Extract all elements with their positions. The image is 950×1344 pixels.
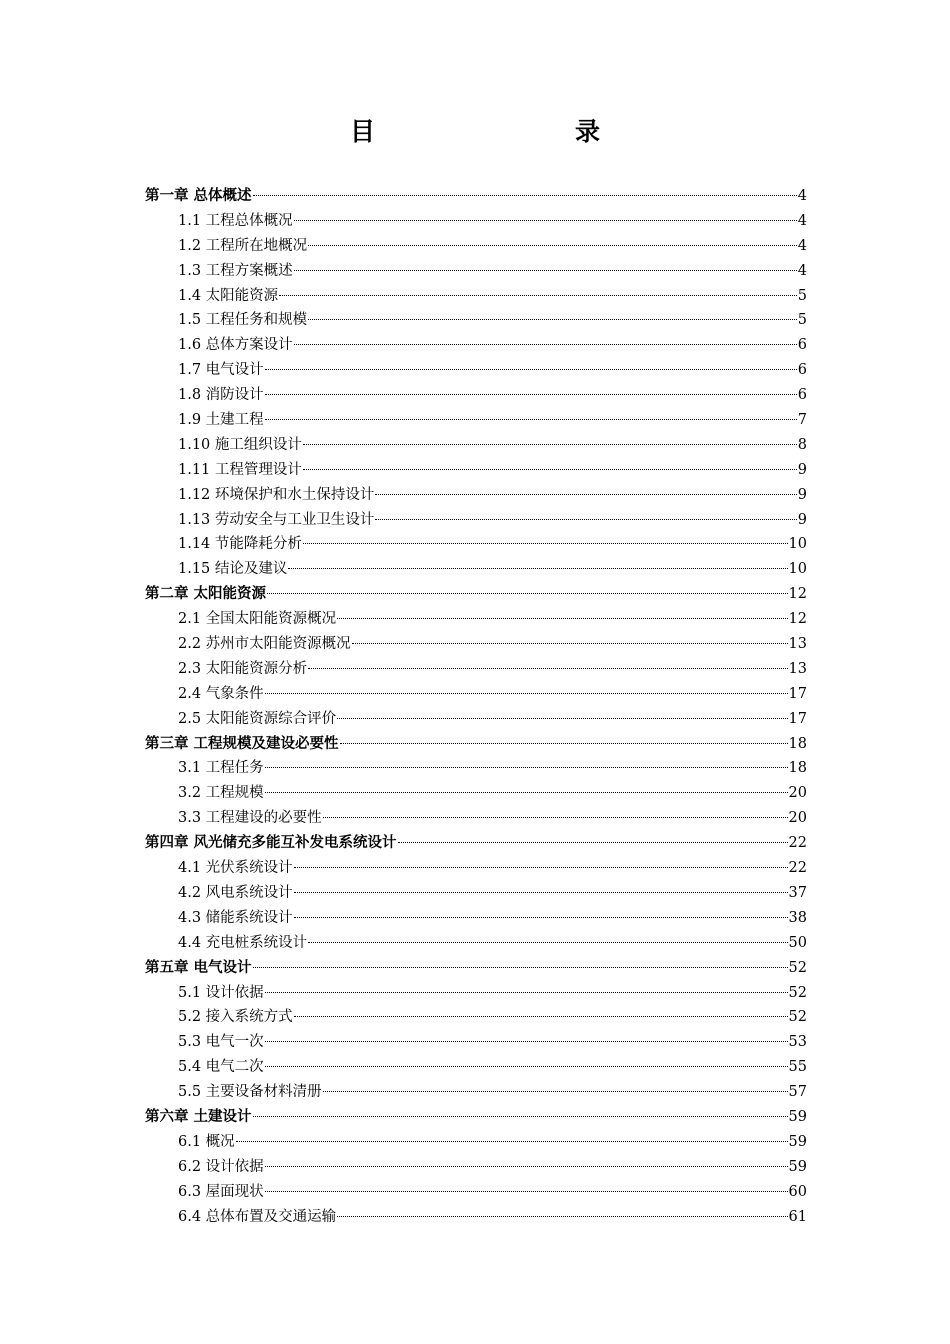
- toc-dot-leader: [265, 1065, 788, 1067]
- toc-page-number: 10: [788, 561, 807, 578]
- toc-dot-leader: [265, 418, 797, 420]
- toc-chapter-entry[interactable]: [145, 582, 807, 607]
- toc-entry-label: 1.11 工程管理设计: [178, 461, 302, 478]
- toc-entry-label: 1.14 节能降耗分析: [178, 536, 302, 553]
- toc-entry-label: 5.4 电气二次: [178, 1059, 264, 1076]
- toc-section-entry[interactable]: [145, 1205, 807, 1230]
- toc-entry-label: 3.1 工程任务: [178, 760, 264, 777]
- table-of-contents: [145, 184, 807, 1229]
- toc-entry-label: 5.2 接入系统方式: [178, 1009, 293, 1026]
- toc-entry-label: 1.6 总体方案设计: [178, 337, 293, 354]
- toc-dot-leader: [267, 592, 787, 594]
- toc-page-number: 37: [788, 884, 807, 901]
- toc-page-number: 4: [797, 188, 807, 204]
- toc-dot-leader: [323, 816, 788, 818]
- toc-entry-label: 3.2 工程规模: [178, 785, 264, 802]
- toc-page-number: 57: [788, 1084, 807, 1101]
- toc-section-entry[interactable]: [145, 532, 807, 557]
- toc-section-entry[interactable]: [145, 632, 807, 657]
- toc-page-number: 18: [788, 760, 807, 777]
- toc-section-entry[interactable]: [145, 806, 807, 831]
- toc-dot-leader: [337, 617, 787, 619]
- toc-entry-label: 1.7 电气设计: [178, 362, 264, 379]
- toc-dot-leader: [303, 542, 788, 544]
- page-title: 目 录: [349, 117, 650, 146]
- toc-entry-label: 5.1 设计依据: [178, 984, 264, 1001]
- toc-entry-label: 1.8 消防设计: [178, 387, 264, 404]
- toc-section-entry[interactable]: [145, 1155, 807, 1180]
- toc-section-entry[interactable]: [145, 781, 807, 806]
- toc-section-entry[interactable]: [145, 433, 807, 458]
- toc-page-number: 13: [788, 660, 807, 677]
- toc-chapter-entry[interactable]: [145, 1105, 807, 1130]
- toc-dot-leader: [253, 194, 797, 196]
- toc-section-entry[interactable]: [145, 333, 807, 358]
- toc-page-number: 8: [797, 436, 807, 453]
- toc-dot-leader: [265, 1190, 788, 1192]
- toc-dot-leader: [236, 1140, 788, 1142]
- toc-section-entry[interactable]: [145, 259, 807, 284]
- toc-page-number: 53: [788, 1034, 807, 1051]
- toc-entry-label: 6.3 屋面现状: [178, 1183, 264, 1200]
- toc-section-entry[interactable]: [145, 1005, 807, 1030]
- toc-page-number: 6: [797, 337, 807, 354]
- toc-dot-leader: [253, 1115, 788, 1117]
- toc-page-number: 59: [788, 1158, 807, 1175]
- toc-section-entry[interactable]: [145, 856, 807, 881]
- toc-section-entry[interactable]: [145, 1180, 807, 1205]
- toc-section-entry[interactable]: [145, 358, 807, 383]
- toc-entry-label: 第三章 工程规模及建设必要性: [145, 735, 339, 752]
- toc-entry-label: 1.1 工程总体概况: [178, 212, 293, 229]
- toc-page-number: 5: [797, 287, 807, 304]
- toc-dot-leader: [294, 1015, 788, 1017]
- toc-dot-leader: [308, 318, 797, 320]
- toc-dot-leader: [279, 294, 797, 296]
- toc-dot-leader: [265, 1040, 788, 1042]
- toc-dot-leader: [303, 468, 797, 470]
- toc-dot-leader: [253, 966, 788, 968]
- toc-entry-label: 4.2 风电系统设计: [178, 884, 293, 901]
- toc-dot-leader: [375, 518, 796, 520]
- toc-dot-leader: [398, 841, 788, 843]
- toc-page-number: 7: [797, 412, 807, 429]
- toc-entry-label: 4.4 充电桩系统设计: [178, 934, 308, 951]
- toc-page-number: 52: [788, 959, 807, 976]
- toc-page-number: 61: [788, 1208, 807, 1225]
- toc-section-entry[interactable]: [145, 209, 807, 234]
- toc-section-entry[interactable]: [145, 881, 807, 906]
- toc-page-number: 52: [788, 984, 807, 1001]
- toc-section-entry[interactable]: [145, 408, 807, 433]
- toc-entry-label: 6.4 总体布置及交通运输: [178, 1208, 337, 1225]
- toc-dot-leader: [288, 567, 787, 569]
- toc-entry-label: 2.5 太阳能资源综合评价: [178, 710, 337, 727]
- toc-section-entry[interactable]: [145, 508, 807, 533]
- toc-entry-label: 2.3 太阳能资源分析: [178, 660, 308, 677]
- toc-entry-label: 5.3 电气一次: [178, 1034, 264, 1051]
- toc-dot-leader: [337, 1215, 787, 1217]
- toc-entry-label: 5.5 主要设备材料清册: [178, 1084, 322, 1101]
- toc-section-entry[interactable]: [145, 657, 807, 682]
- toc-section-entry[interactable]: [145, 234, 807, 259]
- toc-entry-label: 第五章 电气设计: [145, 959, 252, 976]
- toc-dot-leader: [337, 717, 787, 719]
- toc-page-number: 22: [788, 835, 807, 852]
- toc-page-number: 52: [788, 1009, 807, 1026]
- toc-dot-leader: [265, 991, 788, 993]
- toc-section-entry[interactable]: [145, 458, 807, 483]
- toc-dot-leader: [294, 916, 788, 918]
- toc-page-number: 18: [788, 735, 807, 752]
- toc-dot-leader: [323, 1090, 788, 1092]
- toc-section-entry[interactable]: [145, 981, 807, 1006]
- toc-entry-label: 2.2 苏州市太阳能资源概况: [178, 636, 351, 653]
- toc-section-entry[interactable]: [145, 607, 807, 632]
- toc-entry-label: 1.10 施工组织设计: [178, 436, 302, 453]
- toc-page-number: 17: [788, 685, 807, 702]
- toc-entry-label: 1.15 结论及建议: [178, 561, 288, 578]
- toc-chapter-entry[interactable]: [145, 732, 807, 757]
- toc-page-number: 17: [788, 710, 807, 727]
- toc-dot-leader: [265, 791, 788, 793]
- toc-entry-label: 6.2 设计依据: [178, 1158, 264, 1175]
- toc-page-number: 59: [788, 1133, 807, 1150]
- toc-page-number: 22: [788, 860, 807, 877]
- toc-section-entry[interactable]: [145, 308, 807, 333]
- toc-section-entry[interactable]: [145, 483, 807, 508]
- toc-chapter-entry[interactable]: [145, 184, 807, 209]
- toc-page-number: 9: [797, 461, 807, 478]
- toc-section-entry[interactable]: [145, 707, 807, 732]
- toc-page-number: 4: [797, 262, 807, 279]
- toc-chapter-entry[interactable]: [145, 831, 807, 856]
- toc-entry-label: 1.2 工程所在地概况: [178, 237, 308, 254]
- toc-page-number: 59: [788, 1108, 807, 1125]
- toc-entry-label: 1.4 太阳能资源: [178, 287, 279, 304]
- toc-dot-leader: [265, 766, 788, 768]
- toc-dot-leader: [294, 269, 797, 271]
- toc-entry-label: 2.4 气象条件: [178, 685, 264, 702]
- toc-dot-leader: [294, 343, 797, 345]
- toc-page-number: 13: [788, 636, 807, 653]
- toc-entry-label: 2.1 全国太阳能资源概况: [178, 611, 337, 628]
- toc-entry-label: 1.3 工程方案概述: [178, 262, 293, 279]
- toc-dot-leader: [375, 493, 796, 495]
- toc-dot-leader: [308, 667, 787, 669]
- toc-entry-label: 1.12 环境保护和水土保持设计: [178, 486, 375, 503]
- toc-entry-label: 1.13 劳动安全与工业卫生设计: [178, 511, 375, 528]
- toc-page-number: 38: [788, 909, 807, 926]
- toc-chapter-entry[interactable]: [145, 956, 807, 981]
- toc-section-entry[interactable]: [145, 284, 807, 309]
- toc-section-entry[interactable]: [145, 1130, 807, 1155]
- toc-page-number: 6: [797, 387, 807, 404]
- toc-entry-label: 4.3 储能系统设计: [178, 909, 293, 926]
- toc-page-number: 4: [797, 212, 807, 229]
- toc-entry-label: 第二章 太阳能资源: [145, 586, 267, 603]
- toc-dot-leader: [265, 393, 797, 395]
- toc-dot-leader: [294, 219, 797, 221]
- toc-entry-label: 第六章 土建设计: [145, 1108, 252, 1125]
- toc-page-number: 12: [788, 611, 807, 628]
- toc-page-number: 9: [797, 486, 807, 503]
- toc-page-number: 10: [788, 536, 807, 553]
- toc-dot-leader: [340, 742, 788, 744]
- toc-section-entry[interactable]: [145, 931, 807, 956]
- toc-page-number: 4: [797, 237, 807, 254]
- toc-dot-leader: [294, 866, 788, 868]
- toc-page-number: 55: [788, 1059, 807, 1076]
- toc-section-entry[interactable]: [145, 682, 807, 707]
- toc-dot-leader: [352, 642, 788, 644]
- toc-entry-label: 6.1 概况: [178, 1133, 235, 1150]
- toc-page-number: 50: [788, 934, 807, 951]
- toc-dot-leader: [308, 244, 797, 246]
- toc-entry-label: 1.5 工程任务和规模: [178, 312, 308, 329]
- toc-section-entry[interactable]: [145, 1030, 807, 1055]
- toc-section-entry[interactable]: [145, 383, 807, 408]
- toc-entry-label: 1.9 土建工程: [178, 412, 264, 429]
- toc-dot-leader: [265, 692, 788, 694]
- toc-page-number: 9: [797, 511, 807, 528]
- toc-page-number: 20: [788, 785, 807, 802]
- toc-dot-leader: [294, 891, 788, 893]
- toc-page-number: 60: [788, 1183, 807, 1200]
- toc-dot-leader: [308, 941, 787, 943]
- toc-section-entry[interactable]: [145, 906, 807, 931]
- toc-page-number: 20: [788, 810, 807, 827]
- toc-entry-label: 第四章 风光储充多能互补发电系统设计: [145, 835, 397, 852]
- toc-dot-leader: [265, 1165, 788, 1167]
- toc-section-entry[interactable]: [145, 1055, 807, 1080]
- toc-page-number: 6: [797, 362, 807, 379]
- toc-section-entry[interactable]: [145, 1080, 807, 1105]
- toc-dot-leader: [303, 443, 797, 445]
- toc-page-number: 5: [797, 312, 807, 329]
- toc-entry-label: 3.3 工程建设的必要性: [178, 810, 322, 827]
- toc-section-entry[interactable]: [145, 756, 807, 781]
- toc-entry-label: 4.1 光伏系统设计: [178, 860, 293, 877]
- toc-dot-leader: [265, 368, 797, 370]
- toc-section-entry[interactable]: [145, 557, 807, 582]
- toc-entry-label: 第一章 总体概述: [145, 188, 252, 204]
- toc-page-number: 12: [788, 586, 807, 603]
